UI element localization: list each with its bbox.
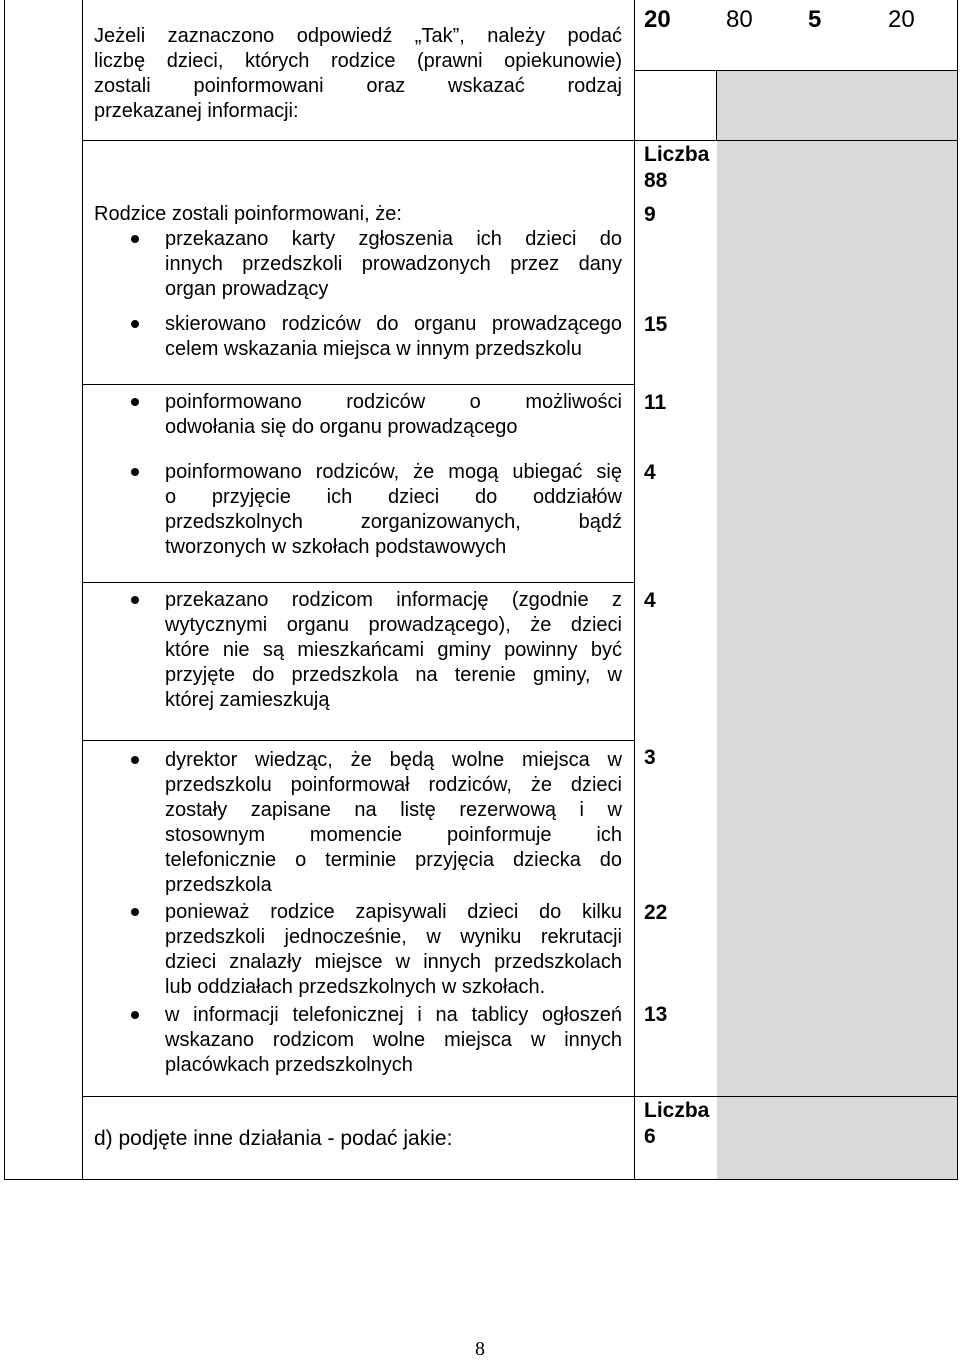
bullet-icon (131, 235, 139, 243)
item-line: poinformowano rodziców o możliwości (165, 391, 622, 413)
page-number: 8 (475, 1338, 485, 1360)
item-count: 9 (644, 203, 656, 226)
count-label: Liczba (644, 143, 710, 166)
item-line: przedszkola (165, 874, 272, 896)
item-count: 22 (644, 901, 668, 924)
item-line: placówkach przedszkolnych (165, 1054, 413, 1076)
item-line: poinformowano rodziców, że mogą ubiegać się (165, 461, 622, 483)
item-line: skierowano rodziców do organu prowadzącego (165, 313, 622, 335)
item-line: odwołania się do organu prowadzącego (165, 416, 518, 438)
intro-line: zostali poinformowani oraz wskazać rodzaj (94, 75, 622, 97)
item-line: przyjęte do przedszkola na terenie gminy, w (165, 664, 622, 686)
header-value-3: 5 (808, 6, 822, 33)
intro-line: liczbę dzieci, których rodzice (prawni opiekunowie) (94, 50, 622, 72)
header-value-2: 80 (726, 6, 753, 33)
table-left-margin-line (82, 0, 83, 1180)
item-line: stosownym momencie poinformuje ich (165, 824, 622, 846)
other-actions-label: d) podjęte inne działania - podać jakie: (94, 1127, 453, 1150)
item-line: wytycznymi organu prowadzącego), że dzieci (165, 614, 622, 636)
item-line: w informacji telefonicznej i na tablicy ogłoszeń (165, 1004, 622, 1026)
item-line: przedszkoli jednocześnie, w wyniku rekrutacji (165, 926, 622, 948)
shaded-column-body (717, 141, 957, 1096)
bullet-icon (131, 1011, 139, 1019)
other-actions-count-label: Liczba (644, 1099, 710, 1122)
row-line-3 (82, 582, 634, 583)
item-line: telefonicznie o terminie przyjęcia dziecka do (165, 849, 622, 871)
table-mid-line (634, 0, 635, 1180)
other-actions-count: 6 (644, 1125, 656, 1148)
total-count: 88 (644, 169, 668, 192)
item-count: 11 (644, 391, 667, 414)
item-count: 15 (644, 313, 668, 336)
header-value-1: 20 (644, 6, 671, 33)
item-line: zostały zapisane na listę rezerwową i w (165, 799, 622, 821)
item-line: przekazano karty zgłoszenia ich dzieci do (165, 228, 622, 250)
item-line: wskazano rodzicom wolne miejsca w innych (165, 1029, 622, 1051)
header-value-4: 20 (888, 6, 915, 33)
item-line: innych przedszkoli prowadzonych przez dany (165, 253, 622, 275)
item-line: tworzonych w szkołach podstawowych (165, 536, 507, 558)
row-line-2 (82, 384, 634, 385)
item-line: o przyjęcie ich dzieci do oddziałów (165, 486, 622, 508)
item-count: 4 (644, 461, 656, 484)
item-count: 13 (644, 1003, 668, 1026)
item-line: której zamieszkują (165, 689, 330, 711)
bullet-icon (131, 908, 139, 916)
item-line: lub oddziałach przedszkolnych w szkołach. (165, 976, 546, 998)
item-count: 3 (644, 746, 656, 769)
item-line: dyrektor wiedząc, że będą wolne miejsca w (165, 749, 622, 771)
item-line: ponieważ rodzice zapisywali dzieci do kilku (165, 901, 622, 923)
parents-informed-title: Rodzice zostali poinformowani, że: (94, 203, 402, 225)
item-line: celem wskazania miejsca w innym przedszkolu (165, 338, 582, 360)
item-line: które nie są mieszkańcami gminy powinny być (165, 639, 622, 661)
item-line: przedszkolu poinformował rodziców, że dzieci (165, 774, 622, 796)
item-line: organ prowadzący (165, 278, 329, 300)
row-line-4 (82, 740, 634, 741)
bullet-icon (131, 468, 139, 476)
bullet-icon (131, 398, 139, 406)
bullet-icon (131, 320, 139, 328)
shaded-cell-footer (717, 1097, 957, 1179)
intro-line: przekazanej informacji: (94, 100, 299, 122)
item-count: 4 (644, 589, 656, 612)
item-line: dzieci znalazły miejsce w innych przedszkolach (165, 951, 622, 973)
intro-line: Jeżeli zaznaczono odpowiedź „Tak”, należy podać (94, 25, 622, 47)
shaded-cell-header (717, 71, 957, 140)
bullet-icon (131, 756, 139, 764)
item-line: przedszkolnych zorganizowanych, bądź (165, 511, 622, 533)
bullet-icon (131, 596, 139, 604)
item-line: przekazano rodzicom informację (zgodnie z (165, 589, 622, 611)
